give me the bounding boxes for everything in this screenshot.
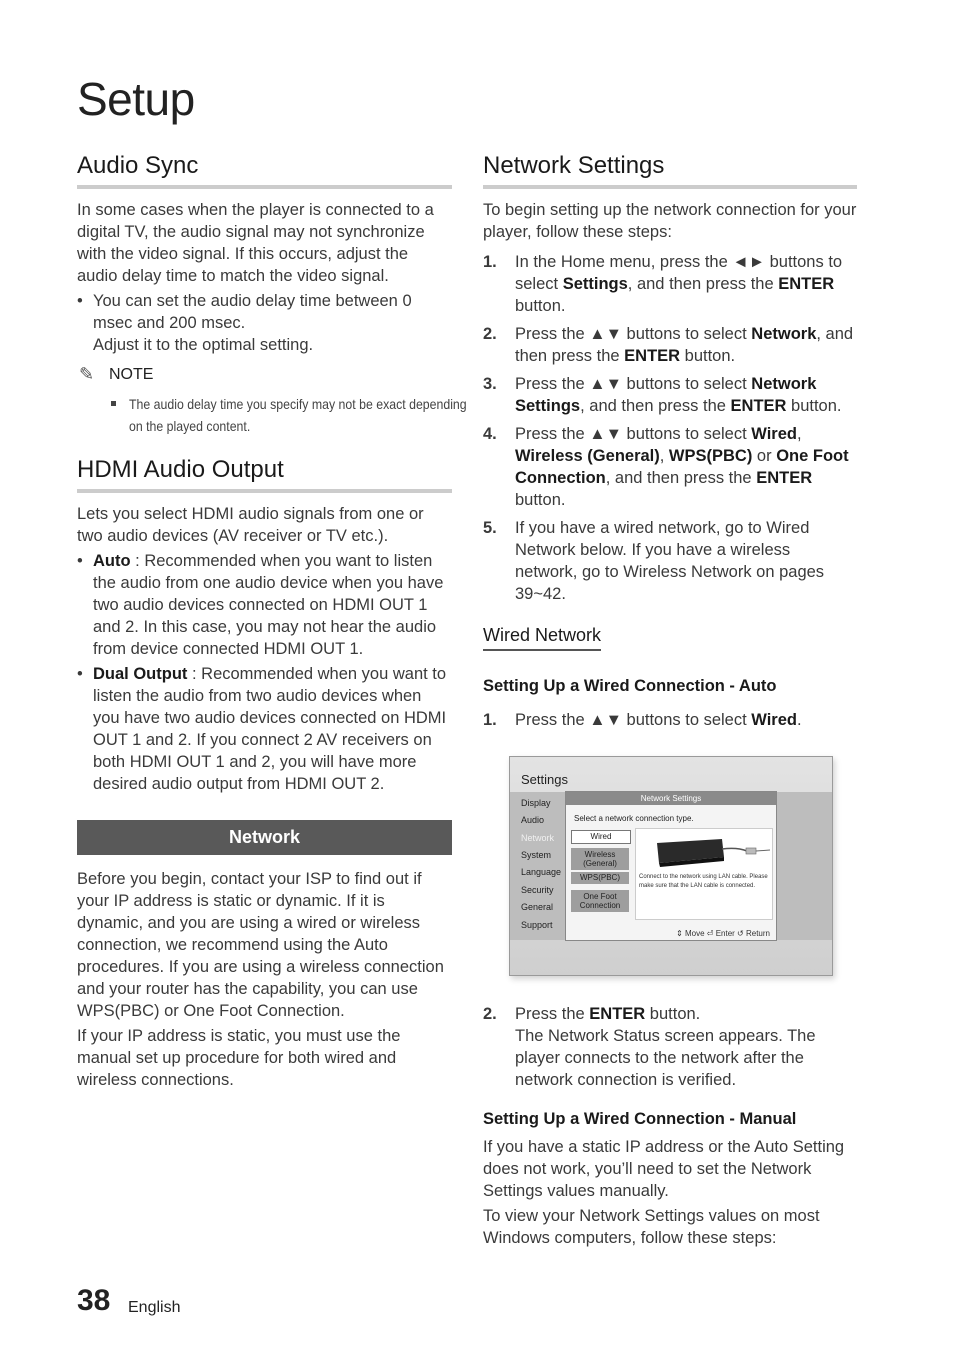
step-bold: Wired xyxy=(751,711,797,729)
manual-heading: Setting Up a Wired Connection - Manual xyxy=(483,1110,797,1128)
step-text: Press the ▲▼ buttons to select xyxy=(515,325,752,343)
hdmi-auto-text: : Recommended when you want to listen the audio from one audio device when you have two audio devices connected on HDMI OUT 1 and 2. In this case, you may not hear the audio from device connected HDMI OUT 1. xyxy=(93,552,444,658)
menu-item-security[interactable]: Security xyxy=(521,885,554,895)
network-para2: If your IP address is static, you must use the manual set up procedure for both wired and wireless connections. xyxy=(77,1027,401,1089)
network-section xyxy=(77,820,452,1091)
page-title: Setup xyxy=(77,73,195,125)
step-text: , and then press the xyxy=(515,325,854,365)
option-wired[interactable]: Wired xyxy=(571,830,631,844)
step-bold: Wireless (General) xyxy=(515,447,660,465)
step-number: 4. xyxy=(483,425,497,443)
wired-network-title: Wired Network xyxy=(483,625,601,651)
step-number: 2. xyxy=(483,1005,497,1023)
option-wps-pbc[interactable]: WPS(PBC) xyxy=(571,872,629,884)
step-1 xyxy=(483,251,857,317)
network-settings-rule xyxy=(483,185,857,189)
hdmi-auto-label: Auto xyxy=(93,552,131,570)
note-header xyxy=(77,366,452,386)
step-text: . xyxy=(796,711,802,729)
menu-item-network[interactable]: Network xyxy=(521,833,555,843)
auto-heading: Setting Up a Wired Connection - Auto xyxy=(483,677,777,695)
step-bold: ENTER xyxy=(624,347,681,365)
player-lan-illustration xyxy=(652,833,772,873)
wired-network-heading-wrap xyxy=(483,625,857,651)
step-text: Press the ▲▼ buttons to select xyxy=(515,425,752,443)
connection-info-text: Connect to the network using LAN cable. Please make sure that the LAN cable is connected. xyxy=(639,874,768,889)
step-bold: One Foot Connection xyxy=(515,447,849,487)
step-text: , xyxy=(796,425,802,443)
step-text: If you have a wired network, go to Wired Network below. If you have a wireless network, go to Wireless Network on pages 39~42. xyxy=(515,519,825,603)
step-text: button. xyxy=(645,1005,701,1023)
note-text: The audio delay time you specify may not be exact depending on the played content. xyxy=(129,396,467,434)
screenshot-title: Settings xyxy=(521,772,568,787)
step-bold: Network xyxy=(751,325,817,343)
network-settings-intro: To begin setting up the network connection for your player, follow these steps: xyxy=(483,201,857,241)
step-bold: Network Settings xyxy=(515,375,817,415)
step-text: Press the ▲▼ buttons to select xyxy=(515,711,752,729)
audio-sync-title: Audio Sync xyxy=(77,152,199,179)
note-item xyxy=(77,393,467,437)
menu-item-general[interactable]: General xyxy=(521,902,554,912)
step-text: , and then press the xyxy=(627,275,779,293)
step-bold: ENTER xyxy=(778,275,835,293)
menu-item-language[interactable]: Language xyxy=(521,867,562,877)
page-language: English xyxy=(128,1299,181,1316)
menu-item-audio[interactable]: Audio xyxy=(521,815,545,825)
audio-sync-bullet-line1: You can set the audio delay time between 0 msec and 200 msec. xyxy=(93,292,412,332)
step-number: 3. xyxy=(483,375,497,393)
step-detail: The Network Status screen appears. The player connects to the network after the network connection is verified. xyxy=(515,1027,816,1089)
network-settings-screenshot xyxy=(509,756,833,976)
step-text: button. xyxy=(515,491,566,509)
step-5 xyxy=(483,517,857,605)
step-text: , and then press the xyxy=(605,469,757,487)
manual-para1: If you have a static IP address or the Auto Setting does not work, you’ll need to set the Network Settings values manually. xyxy=(483,1138,845,1200)
hdmi-intro: Lets you select HDMI audio signals from one or two audio devices (AV receiver or TV etc.). xyxy=(77,505,424,545)
step-text: Press the ▲▼ buttons to select xyxy=(515,375,752,393)
hdmi-audio-output-section xyxy=(77,456,452,795)
auto-step-2 xyxy=(483,1003,857,1091)
step-bold: Settings xyxy=(562,275,628,293)
manual-para2: To view your Network Settings values on most Windows computers, follow these steps: xyxy=(483,1207,820,1247)
hdmi-audio-output-rule xyxy=(77,489,452,493)
step-4 xyxy=(483,423,857,511)
auto-step-1 xyxy=(483,709,857,731)
option-one-foot-connection[interactable]: One Foot Connection xyxy=(571,890,629,912)
hdmi-dual-text: : Recommended when you want to listen the audio from two audio devices when you have two audio devices connected on HDMI OUT 1 and 2. If you connect 2 AV receivers on both HDMI OUT 1 and 2, you will have more desired audio output from HDMI OUT 2. xyxy=(93,665,447,793)
network-settings-panel xyxy=(565,791,777,941)
auto-step-2-wrap xyxy=(483,1003,857,1249)
step-text: Press the xyxy=(515,1005,590,1023)
network-banner: Network xyxy=(77,820,452,855)
menu-item-system[interactable]: System xyxy=(521,850,552,860)
step-3 xyxy=(483,373,857,417)
step-2 xyxy=(483,323,857,367)
audio-sync-section xyxy=(77,152,467,437)
network-settings-section xyxy=(483,152,857,731)
step-text: button. xyxy=(680,347,736,365)
audio-sync-bullet xyxy=(77,290,452,356)
step-text: , and then press the xyxy=(580,397,731,415)
step-number: 1. xyxy=(483,711,497,729)
hdmi-auto-bullet xyxy=(77,550,452,660)
square-bullet-icon xyxy=(111,401,116,406)
hdmi-dual-label: Dual Output xyxy=(93,665,188,683)
menu-item-display[interactable]: Display xyxy=(521,798,551,808)
step-text: or xyxy=(752,447,777,465)
step-text: button. xyxy=(786,397,842,415)
step-bold: ENTER xyxy=(756,469,813,487)
panel-prompt: Select a network connection type. xyxy=(574,814,694,823)
step-text: button. xyxy=(515,297,566,315)
step-bold: Wired xyxy=(751,425,797,443)
hdmi-dual-bullet xyxy=(77,663,452,795)
note-label: NOTE xyxy=(109,366,154,383)
option-wireless-general[interactable]: Wireless (General) xyxy=(571,848,629,870)
panel-title: Network Settings xyxy=(566,792,776,805)
step-text: , xyxy=(659,447,669,465)
network-para1: Before you begin, contact your ISP to find out if your IP address is static or dynamic. If it is dynamic, and you are using a wired or wireless connection, we recommend using the Auto procedures. If you are using a wireless connection and your router has the capability, you can use WPS(PBC) or One Foot Connection. xyxy=(77,870,444,1020)
connection-info-box xyxy=(635,828,773,920)
audio-sync-bullet-line2: Adjust it to the optimal setting. xyxy=(93,336,314,354)
panel-footer-hints: ⇕ Move ⏎ Enter ↺ Return xyxy=(676,929,770,938)
hdmi-audio-output-title: HDMI Audio Output xyxy=(77,456,284,483)
step-bold: ENTER xyxy=(730,397,787,415)
page-number: 38 xyxy=(77,1284,111,1317)
step-number: 5. xyxy=(483,519,497,537)
step-bold: WPS(PBC) xyxy=(668,447,753,465)
step-number: 1. xyxy=(483,253,497,271)
audio-sync-intro: In some cases when the player is connected to a digital TV, the audio signal may not synchronize with the video signal. If this occurs, adjust the audio delay time to match the video signal. xyxy=(77,201,434,285)
step-text: In the Home menu, press the ◄► buttons to select xyxy=(515,253,843,293)
step-bold: ENTER xyxy=(589,1005,646,1023)
network-settings-title: Network Settings xyxy=(483,152,665,179)
pencil-icon: ✎ xyxy=(79,364,95,384)
menu-item-support[interactable]: Support xyxy=(521,920,553,930)
step-number: 2. xyxy=(483,325,497,343)
audio-sync-rule xyxy=(77,185,452,189)
